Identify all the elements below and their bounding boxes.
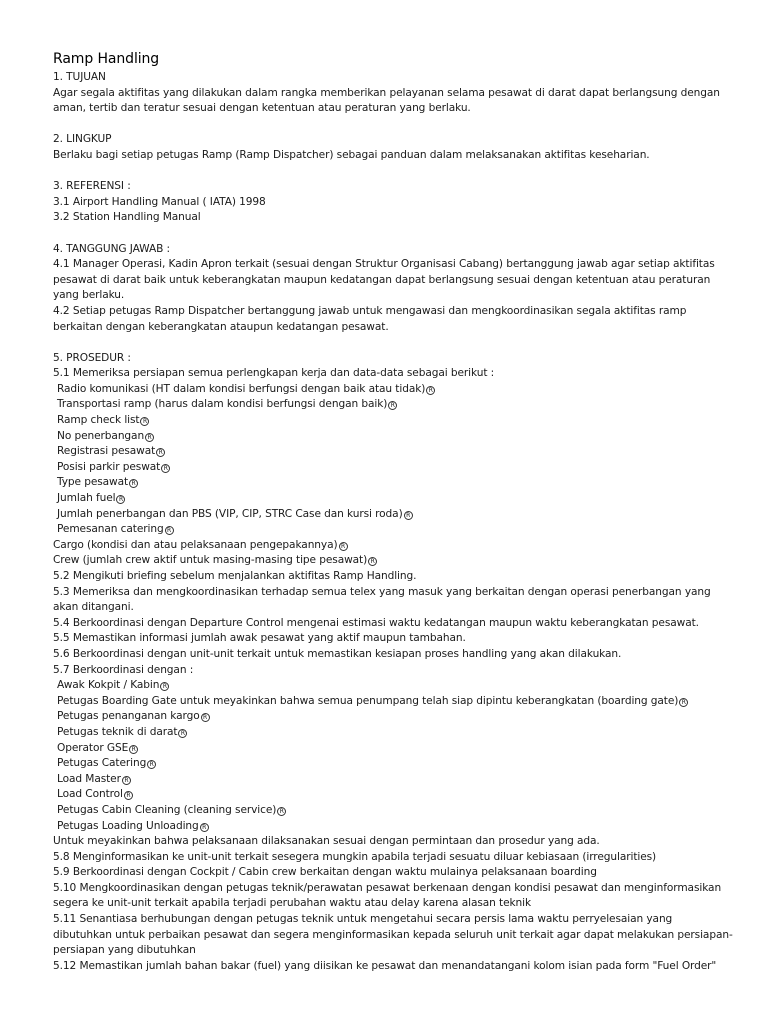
- registered-mark-icon: [145, 433, 154, 442]
- line-text: Berlaku bagi setiap petugas Ramp (Ramp Dispatcher) sebagai panduan dalam melaksanakan aktifitas keseharian.: [53, 148, 650, 161]
- text-line: [53, 865, 733, 881]
- list-item: [53, 475, 733, 491]
- text-line: [53, 881, 733, 912]
- text-line: [53, 569, 733, 585]
- text-line: [53, 850, 733, 866]
- list-item: [53, 382, 733, 398]
- registered-mark-icon: [161, 464, 170, 473]
- line-text: 4. TANGGUNG JAWAB :: [53, 242, 171, 255]
- line-text: Awak Kokpit / Kabin: [57, 679, 160, 692]
- line-text: 5.12 Memastikan jumlah bahan bakar (fuel) yang diisikan ke pesawat dan menandatangani kolom isian pada form "Fuel Order": [53, 959, 717, 972]
- line-text: 5.11 Senantiasa berhubungan dengan petugas teknik untuk mengetahui secara persis lama waktu perryelesaian yang dibutuhkan untuk perbaikan pesawat dan segera menginformasikan kepada seluruh unit terkait agar dapat melakukan persiapan-persiapan yang dibutuhkan: [53, 913, 733, 957]
- list-item: [53, 787, 733, 803]
- list-item: [53, 725, 733, 741]
- list-item: [53, 413, 733, 429]
- registered-mark-icon: [178, 729, 187, 738]
- line-text: Petugas teknik di darat: [57, 725, 178, 738]
- document-body: [53, 50, 733, 974]
- registered-mark-icon: [388, 401, 397, 410]
- document-title: Ramp Handling: [53, 51, 160, 67]
- list-item: [53, 522, 733, 538]
- registered-mark-icon: [165, 526, 174, 535]
- list-item: [53, 756, 733, 772]
- paragraph-spacer: [53, 117, 733, 133]
- registered-mark-icon: [339, 542, 348, 551]
- text-line: [53, 959, 733, 975]
- list-item: [53, 772, 733, 788]
- line-text: 2. LINGKUP: [53, 133, 112, 146]
- list-item: [53, 444, 733, 460]
- text-line: [53, 834, 733, 850]
- line-text: 5.10 Mengkoordinasikan dengan petugas teknik/perawatan pesawat berkenaan dengan kondisi pesawat dan menginformasikan segera ke unit-unit terkait apabila terjadi perubahan waktu atau delay karena alasan teknik: [53, 881, 722, 910]
- registered-mark-icon: [368, 557, 377, 566]
- list-item: [53, 678, 733, 694]
- line-text: 3. REFERENSI :: [53, 180, 131, 193]
- text-line: [53, 70, 733, 86]
- text-line: [53, 647, 733, 663]
- line-text: 5.7 Berkoordinasi dengan :: [53, 663, 194, 676]
- line-text: Petugas Cabin Cleaning (cleaning service): [57, 803, 277, 816]
- text-line: [53, 351, 733, 367]
- line-text: Pemesanan catering: [57, 523, 164, 536]
- line-text: Posisi parkir peswat: [57, 460, 161, 473]
- line-text: 5.8 Menginformasikan ke unit-unit terkait sesegera mungkin apabila terjadi sesuatu diluar kebiasaan (irregularities): [53, 850, 657, 863]
- line-text: 4.2 Setiap petugas Ramp Dispatcher bertanggung jawab untuk mengawasi dan mengkoordinasikan segala aktifitas ramp berkaitan dengan keberangkatan ataupun kedatangan pesawat.: [53, 304, 687, 333]
- line-text: Registrasi pesawat: [57, 445, 156, 458]
- text-line: [53, 366, 733, 382]
- paragraph-spacer: [53, 164, 733, 180]
- registered-mark-icon: [156, 448, 165, 457]
- line-text: 4.1 Manager Operasi, Kadin Apron terkait (sesuai dengan Struktur Organisasi Cabang) bertanggung jawab agar setiap aktifitas pesawat di darat baik untuk keberangkatan maupun kedatangan dapat berlangsung sesuai dengan ketentuan atau peraturan yang berlaku.: [53, 258, 715, 302]
- line-text: Agar segala aktifitas yang dilakukan dalam rangka memberikan pelayanan selama pesawat di darat dapat berlangsung dengan aman, tertib dan teratur sesuai dengan ketentuan atau peraturan yang berlaku.: [53, 86, 720, 115]
- text-line: [53, 148, 733, 164]
- registered-mark-icon: [200, 823, 209, 832]
- line-text: Untuk meyakinkan bahwa pelaksanaan dilaksanakan sesuai dengan permintaan dan prosedur yang ada.: [53, 835, 600, 848]
- registered-mark-icon: [140, 417, 149, 426]
- text-line: [53, 585, 733, 616]
- line-text: Cargo (kondisi dan atau pelaksanaan pengepakannya): [53, 538, 338, 551]
- line-text: 5.3 Memeriksa dan mengkoordinasikan terhadap semua telex yang masuk yang berkaitan dengan operasi penerbangan yang akan ditangani.: [53, 585, 711, 614]
- registered-mark-icon: [147, 760, 156, 769]
- text-line: [53, 631, 733, 647]
- list-item: [53, 507, 733, 523]
- list-item: [53, 819, 733, 835]
- line-text: Transportasi ramp (harus dalam kondisi berfungsi dengan baik): [57, 398, 388, 411]
- list-item: [53, 491, 733, 507]
- line-text: 5.4 Berkoordinasi dengan Departure Control mengenai estimasi waktu kedatangan maupun waktu keberangkatan pesawat.: [53, 616, 699, 629]
- line-text: 5.2 Mengikuti briefing sebelum menjalankan aktifitas Ramp Handling.: [53, 570, 417, 582]
- line-text: Petugas Loading Unloading: [57, 819, 199, 832]
- line-text: Jumlah penerbangan dan PBS (VIP, CIP, STRC Case dan kursi roda): [57, 507, 403, 520]
- list-item: [53, 803, 733, 819]
- text-line: [53, 132, 733, 148]
- line-text: No penerbangan: [57, 429, 145, 442]
- registered-mark-icon: [124, 791, 133, 800]
- list-item: [53, 694, 733, 710]
- list-item: [53, 460, 733, 476]
- registered-mark-icon: [277, 807, 286, 816]
- line-text: Ramp check list: [57, 414, 140, 427]
- text-line: [53, 179, 733, 195]
- list-item: [53, 429, 733, 445]
- text-line: [53, 210, 733, 226]
- line-text: Petugas Boarding Gate untuk meyakinkan bahwa semua penumpang telah siap dipintu keberangkatan (boarding gate): [57, 694, 679, 707]
- text-line: [53, 616, 733, 632]
- document-lines: [53, 70, 733, 974]
- text-line: [53, 257, 733, 304]
- line-text: 3.1 Airport Handling Manual ( IATA) 1998: [53, 195, 266, 208]
- registered-mark-icon: [201, 713, 210, 722]
- line-text: 5.5 Memastikan informasi jumlah awak pesawat yang aktif maupun tambahan.: [53, 632, 466, 645]
- text-line: [53, 86, 733, 117]
- line-text: Load Master: [57, 772, 121, 785]
- line-text: Petugas penanganan kargo: [57, 710, 200, 723]
- line-text: 5.9 Berkoordinasi dengan Cockpit / Cabin crew berkaitan dengan waktu mulainya pelaksanaan boarding: [53, 866, 597, 879]
- registered-mark-icon: [129, 745, 138, 754]
- text-line: [53, 304, 733, 335]
- line-text: Radio komunikasi (HT dalam kondisi berfungsi dengan baik atau tidak): [57, 382, 426, 395]
- line-text: 5.6 Berkoordinasi dengan unit-unit terkait untuk memastikan kesiapan proses handling yang akan dilakukan.: [53, 647, 622, 660]
- list-item: [53, 741, 733, 757]
- text-line: [53, 663, 733, 679]
- text-line: [53, 242, 733, 258]
- registered-mark-icon: [116, 495, 125, 504]
- line-text: Crew (jumlah crew aktif untuk masing-masing tipe pesawat): [53, 554, 368, 567]
- line-text: Load Control: [57, 788, 123, 801]
- line-text: Petugas Catering: [57, 757, 147, 770]
- line-text: Type pesawat: [57, 476, 129, 489]
- line-text: Jumlah fuel: [57, 492, 116, 505]
- line-text: 5.1 Memeriksa persiapan semua perlengkapan kerja dan data-data sebagai berikut :: [53, 367, 495, 380]
- paragraph-spacer: [53, 335, 733, 351]
- line-text: 1. TUJUAN: [53, 71, 106, 83]
- registered-mark-icon: [160, 682, 169, 691]
- text-line: [53, 195, 733, 211]
- registered-mark-icon: [404, 511, 413, 520]
- registered-mark-icon: [426, 386, 435, 395]
- text-line: [53, 553, 733, 569]
- registered-mark-icon: [122, 776, 131, 785]
- registered-mark-icon: [679, 698, 688, 707]
- line-text: 3.2 Station Handling Manual: [53, 211, 201, 224]
- list-item: [53, 397, 733, 413]
- text-line: [53, 538, 733, 554]
- line-text: Operator GSE: [57, 741, 129, 754]
- line-text: 5. PROSEDUR :: [53, 351, 131, 364]
- registered-mark-icon: [129, 479, 138, 488]
- text-line: [53, 912, 733, 959]
- paragraph-spacer: [53, 226, 733, 242]
- list-item: [53, 709, 733, 725]
